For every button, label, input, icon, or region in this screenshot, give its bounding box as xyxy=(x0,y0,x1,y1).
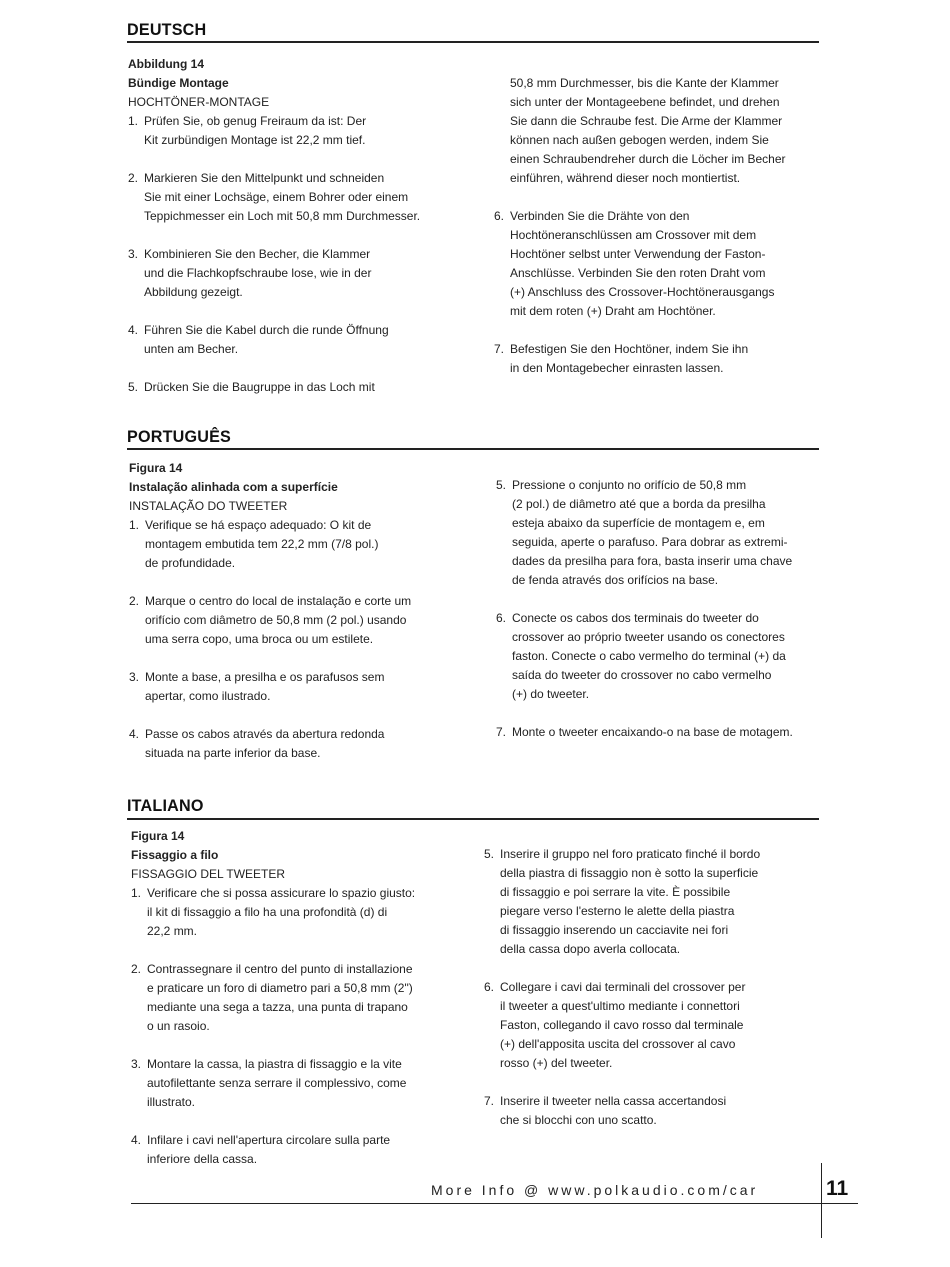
left-column xyxy=(129,459,469,763)
item-text-line: che si blocchi con uno scatto. xyxy=(500,1113,657,1127)
item-text-line: Hochtöneranschlüssen am Crossover mit dem xyxy=(510,228,757,242)
item-number: 7. xyxy=(496,725,507,739)
item-text-line: della piastra di fissaggio non è sotto la superficie xyxy=(500,866,759,880)
instruction-list xyxy=(494,207,824,378)
item-text-line: mediante una sega a tazza, una punta di trapano xyxy=(147,1000,408,1014)
list-item xyxy=(484,845,824,959)
list-item xyxy=(496,723,826,742)
instruction-list xyxy=(484,845,824,1130)
list-item xyxy=(128,112,468,150)
item-number: 4. xyxy=(128,323,139,337)
footer-divider xyxy=(131,1203,858,1204)
item-text-line: Monte a base, a presilha e os parafusos sem xyxy=(145,670,385,684)
item-text-line: faston. Conecte o cabo vermelho do terminal (+) da xyxy=(512,649,786,663)
item-number: 3. xyxy=(129,670,140,684)
item-text-line: (+) Anschluss des Crossover-Hochtönerausgangs xyxy=(510,285,775,299)
item-number: 4. xyxy=(129,727,140,741)
item-text-line: (+) dell'apposita uscita del crossover al cavo xyxy=(500,1037,736,1051)
item-text-line: apertar, como ilustrado. xyxy=(145,689,271,703)
footer-website: More Info @ www.polkaudio.com/car xyxy=(431,1182,759,1198)
item-number: 4. xyxy=(131,1133,142,1147)
left-column xyxy=(131,827,471,1169)
item-text-line: (2 pol.) de diâmetro até que a borda da presilha xyxy=(512,497,766,511)
item-text-line: Kombinieren Sie den Becher, die Klammer xyxy=(144,247,371,261)
item-number: 7. xyxy=(494,342,505,356)
item-text-line: Führen Sie die Kabel durch die runde Öffnung xyxy=(144,323,389,337)
list-item xyxy=(128,378,468,397)
text-line: einen Schraubendreher durch die Löcher im Becher xyxy=(510,152,786,166)
item-text-line: Montare la cassa, la piastra di fissaggio e la vite xyxy=(147,1057,402,1071)
item-text-line: illustrato. xyxy=(147,1095,196,1109)
text-line: Sie dann die Schraube fest. Die Arme der Klammer xyxy=(510,114,783,128)
section-title: ITALIANO xyxy=(127,796,204,815)
item-text-line: Verifique se há espaço adequado: O kit de xyxy=(145,518,372,532)
item-number: 6. xyxy=(494,209,505,223)
item-text-line: o un rasoio. xyxy=(147,1019,210,1033)
item-number: 3. xyxy=(128,247,139,261)
section-divider xyxy=(127,41,819,43)
item-text-line: unten am Becher. xyxy=(144,342,239,356)
item-text-line: Contrassegnare il centro del punto di installazione xyxy=(147,962,413,976)
item-text-line: Markieren Sie den Mittelpunkt und schneiden xyxy=(144,171,385,185)
item-text-line: inferiore della cassa. xyxy=(147,1152,258,1166)
item-text-line: e praticare un foro di diametro pari a 50,8 mm (2") xyxy=(147,981,413,995)
text-line: 50,8 mm Durchmesser, bis die Kante der Klammer xyxy=(510,76,779,90)
text-line: einführen, während dieser noch montiertist. xyxy=(510,171,741,185)
item-text-line: dades da presilha para fora, basta inserir uma chave xyxy=(512,554,793,568)
item-number: 3. xyxy=(131,1057,142,1071)
list-item xyxy=(129,592,469,649)
item-text-line: Teppichmesser ein Loch mit 50,8 mm Durchmesser. xyxy=(144,209,421,223)
item-text-line: de profundidade. xyxy=(145,556,236,570)
list-item xyxy=(494,340,824,378)
item-number: 1. xyxy=(129,518,140,532)
list-item xyxy=(131,960,471,1036)
item-text-line: montagem embutida tem 22,2 mm (7/8 pol.) xyxy=(145,537,379,551)
item-text-line: seguida, aperte o parafuso. Para dobrar as extremi- xyxy=(512,535,788,549)
item-text-line: orifício com diâmetro de 50,8 mm (2 pol.) usando xyxy=(145,613,407,627)
list-item xyxy=(129,516,469,573)
item-number: 2. xyxy=(131,962,142,976)
item-text-line: uma serra copo, uma broca ou um estilete. xyxy=(145,632,374,646)
item-number: 5. xyxy=(484,847,495,861)
list-item xyxy=(496,476,826,590)
item-number: 6. xyxy=(484,980,495,994)
list-item xyxy=(496,609,826,704)
text-line: sich unter der Montageebene befindet, und drehen xyxy=(510,95,780,109)
list-item xyxy=(129,668,469,706)
item-text-line: Marque o centro do local de instalação e corte um xyxy=(145,594,412,608)
text-line: können nach außen gebogen werden, indem Sie xyxy=(510,133,769,147)
item-text-line: della cassa dopo averla collocata. xyxy=(500,942,681,956)
list-item xyxy=(131,1131,471,1169)
item-text-line: Faston, collegando il cavo rosso dal terminale xyxy=(500,1018,744,1032)
continuation-text xyxy=(494,74,824,188)
item-text-line: Befestigen Sie den Hochtöner, indem Sie ihn xyxy=(510,342,749,356)
right-column xyxy=(496,476,826,742)
item-text-line: il tweeter a quest'ultimo mediante i connettori xyxy=(500,999,740,1013)
item-text-line: Inserire il gruppo nel foro praticato finché il bordo xyxy=(500,847,761,861)
item-text-line: Sie mit einer Lochsäge, einem Bohrer oder einem xyxy=(144,190,409,204)
item-number: 5. xyxy=(496,478,507,492)
item-text-line: Infilare i cavi nell'apertura circolare sulla parte xyxy=(147,1133,391,1147)
item-text-line: in den Montagebecher einrasten lassen. xyxy=(510,361,724,375)
list-item xyxy=(131,1055,471,1112)
section-divider xyxy=(127,818,819,820)
item-text-line: situada na parte inferior da base. xyxy=(145,746,321,760)
figure-label: Abbildung 14 xyxy=(128,57,204,71)
instruction-heading: FISSAGGIO DEL TWEETER xyxy=(131,867,286,881)
item-text-line: 22,2 mm. xyxy=(147,924,198,938)
item-text-line: di fissaggio e poi serrare la vite. È possibile xyxy=(500,885,731,899)
item-number: 1. xyxy=(131,886,142,900)
instruction-heading: INSTALAÇÃO DO TWEETER xyxy=(129,499,288,513)
instruction-heading: HOCHTÖNER-MONTAGE xyxy=(128,95,270,109)
instruction-list xyxy=(131,884,471,1169)
item-text-line: piegare verso l'esterno le alette della piastra xyxy=(500,904,735,918)
item-text-line: Passe os cabos através da abertura redonda xyxy=(145,727,385,741)
item-text-line: Pressione o conjunto no orifício de 50,8 mm xyxy=(512,478,747,492)
right-column xyxy=(484,845,824,1130)
item-text-line: und die Flachkopfschraube lose, wie in der xyxy=(144,266,372,280)
item-text-line: Kit zurbündigen Montage ist 22,2 mm tief. xyxy=(144,133,366,147)
instruction-list xyxy=(128,112,468,397)
item-text-line: Hochtöner selbst unter Verwendung der Faston- xyxy=(510,247,766,261)
item-text-line: il kit di fissaggio a filo ha una profondità (d) di xyxy=(147,905,388,919)
item-text-line: Inserire il tweeter nella cassa accertandosi xyxy=(500,1094,727,1108)
item-text-line: di fissaggio inserendo un cacciavite nei fori xyxy=(500,923,729,937)
list-item xyxy=(128,321,468,359)
instruction-list xyxy=(496,476,826,742)
figure-subtitle: Bündige Montage xyxy=(128,76,229,90)
item-text-line: Drücken Sie die Baugruppe in das Loch mit xyxy=(144,380,375,394)
figure-subtitle: Instalação alinhada com a superfície xyxy=(129,480,338,494)
item-text-line: (+) do tweeter. xyxy=(512,687,590,701)
page-number: 11 xyxy=(826,1177,849,1200)
item-number: 6. xyxy=(496,611,507,625)
section-divider xyxy=(127,448,819,450)
section-title: DEUTSCH xyxy=(127,20,207,39)
item-number: 1. xyxy=(128,114,139,128)
item-text-line: Prüfen Sie, ob genug Freiraum da ist: Der xyxy=(144,114,367,128)
section-title: PORTUGUÊS xyxy=(127,427,232,446)
list-item xyxy=(484,978,824,1073)
list-item xyxy=(128,169,468,226)
right-column xyxy=(494,74,824,378)
item-text-line: Anschlüsse. Verbinden Sie den roten Draht vom xyxy=(510,266,766,280)
item-text-line: autofilettante senza serrare il complessivo, come xyxy=(147,1076,407,1090)
item-text-line: Conecte os cabos dos terminais do tweeter do xyxy=(512,611,759,625)
figure-label: Figura 14 xyxy=(131,829,185,843)
item-number: 2. xyxy=(129,594,140,608)
figure-label: Figura 14 xyxy=(129,461,183,475)
item-text-line: saída do tweeter do crossover no cabo vermelho xyxy=(512,668,772,682)
item-number: 5. xyxy=(128,380,139,394)
item-text-line: esteja abaixo da superfície de montagem e, em xyxy=(512,516,765,530)
list-item xyxy=(131,884,471,941)
item-text-line: rosso (+) del tweeter. xyxy=(500,1056,613,1070)
instruction-list xyxy=(129,516,469,763)
left-column xyxy=(128,55,468,397)
item-text-line: Monte o tweeter encaixando-o na base de motagem. xyxy=(512,725,793,739)
item-text-line: Verbinden Sie die Drähte von den xyxy=(510,209,690,223)
item-text-line: de fenda através dos orifícios na base. xyxy=(512,573,719,587)
figure-subtitle: Fissaggio a filo xyxy=(131,848,219,862)
list-item xyxy=(129,725,469,763)
footer-vertical-rule xyxy=(821,1163,822,1238)
item-text-line: crossover ao próprio tweeter usando os conectores xyxy=(512,630,785,644)
item-text-line: mit dem roten (+) Draht am Hochtöner. xyxy=(510,304,716,318)
item-number: 2. xyxy=(128,171,139,185)
list-item xyxy=(494,207,824,321)
item-text-line: Verificare che si possa assicurare lo spazio giusto: xyxy=(147,886,416,900)
item-text-line: Abbildung gezeigt. xyxy=(144,285,243,299)
list-item xyxy=(128,245,468,302)
list-item xyxy=(484,1092,824,1130)
item-number: 7. xyxy=(484,1094,495,1108)
item-text-line: Collegare i cavi dai terminali del crossover per xyxy=(500,980,746,994)
